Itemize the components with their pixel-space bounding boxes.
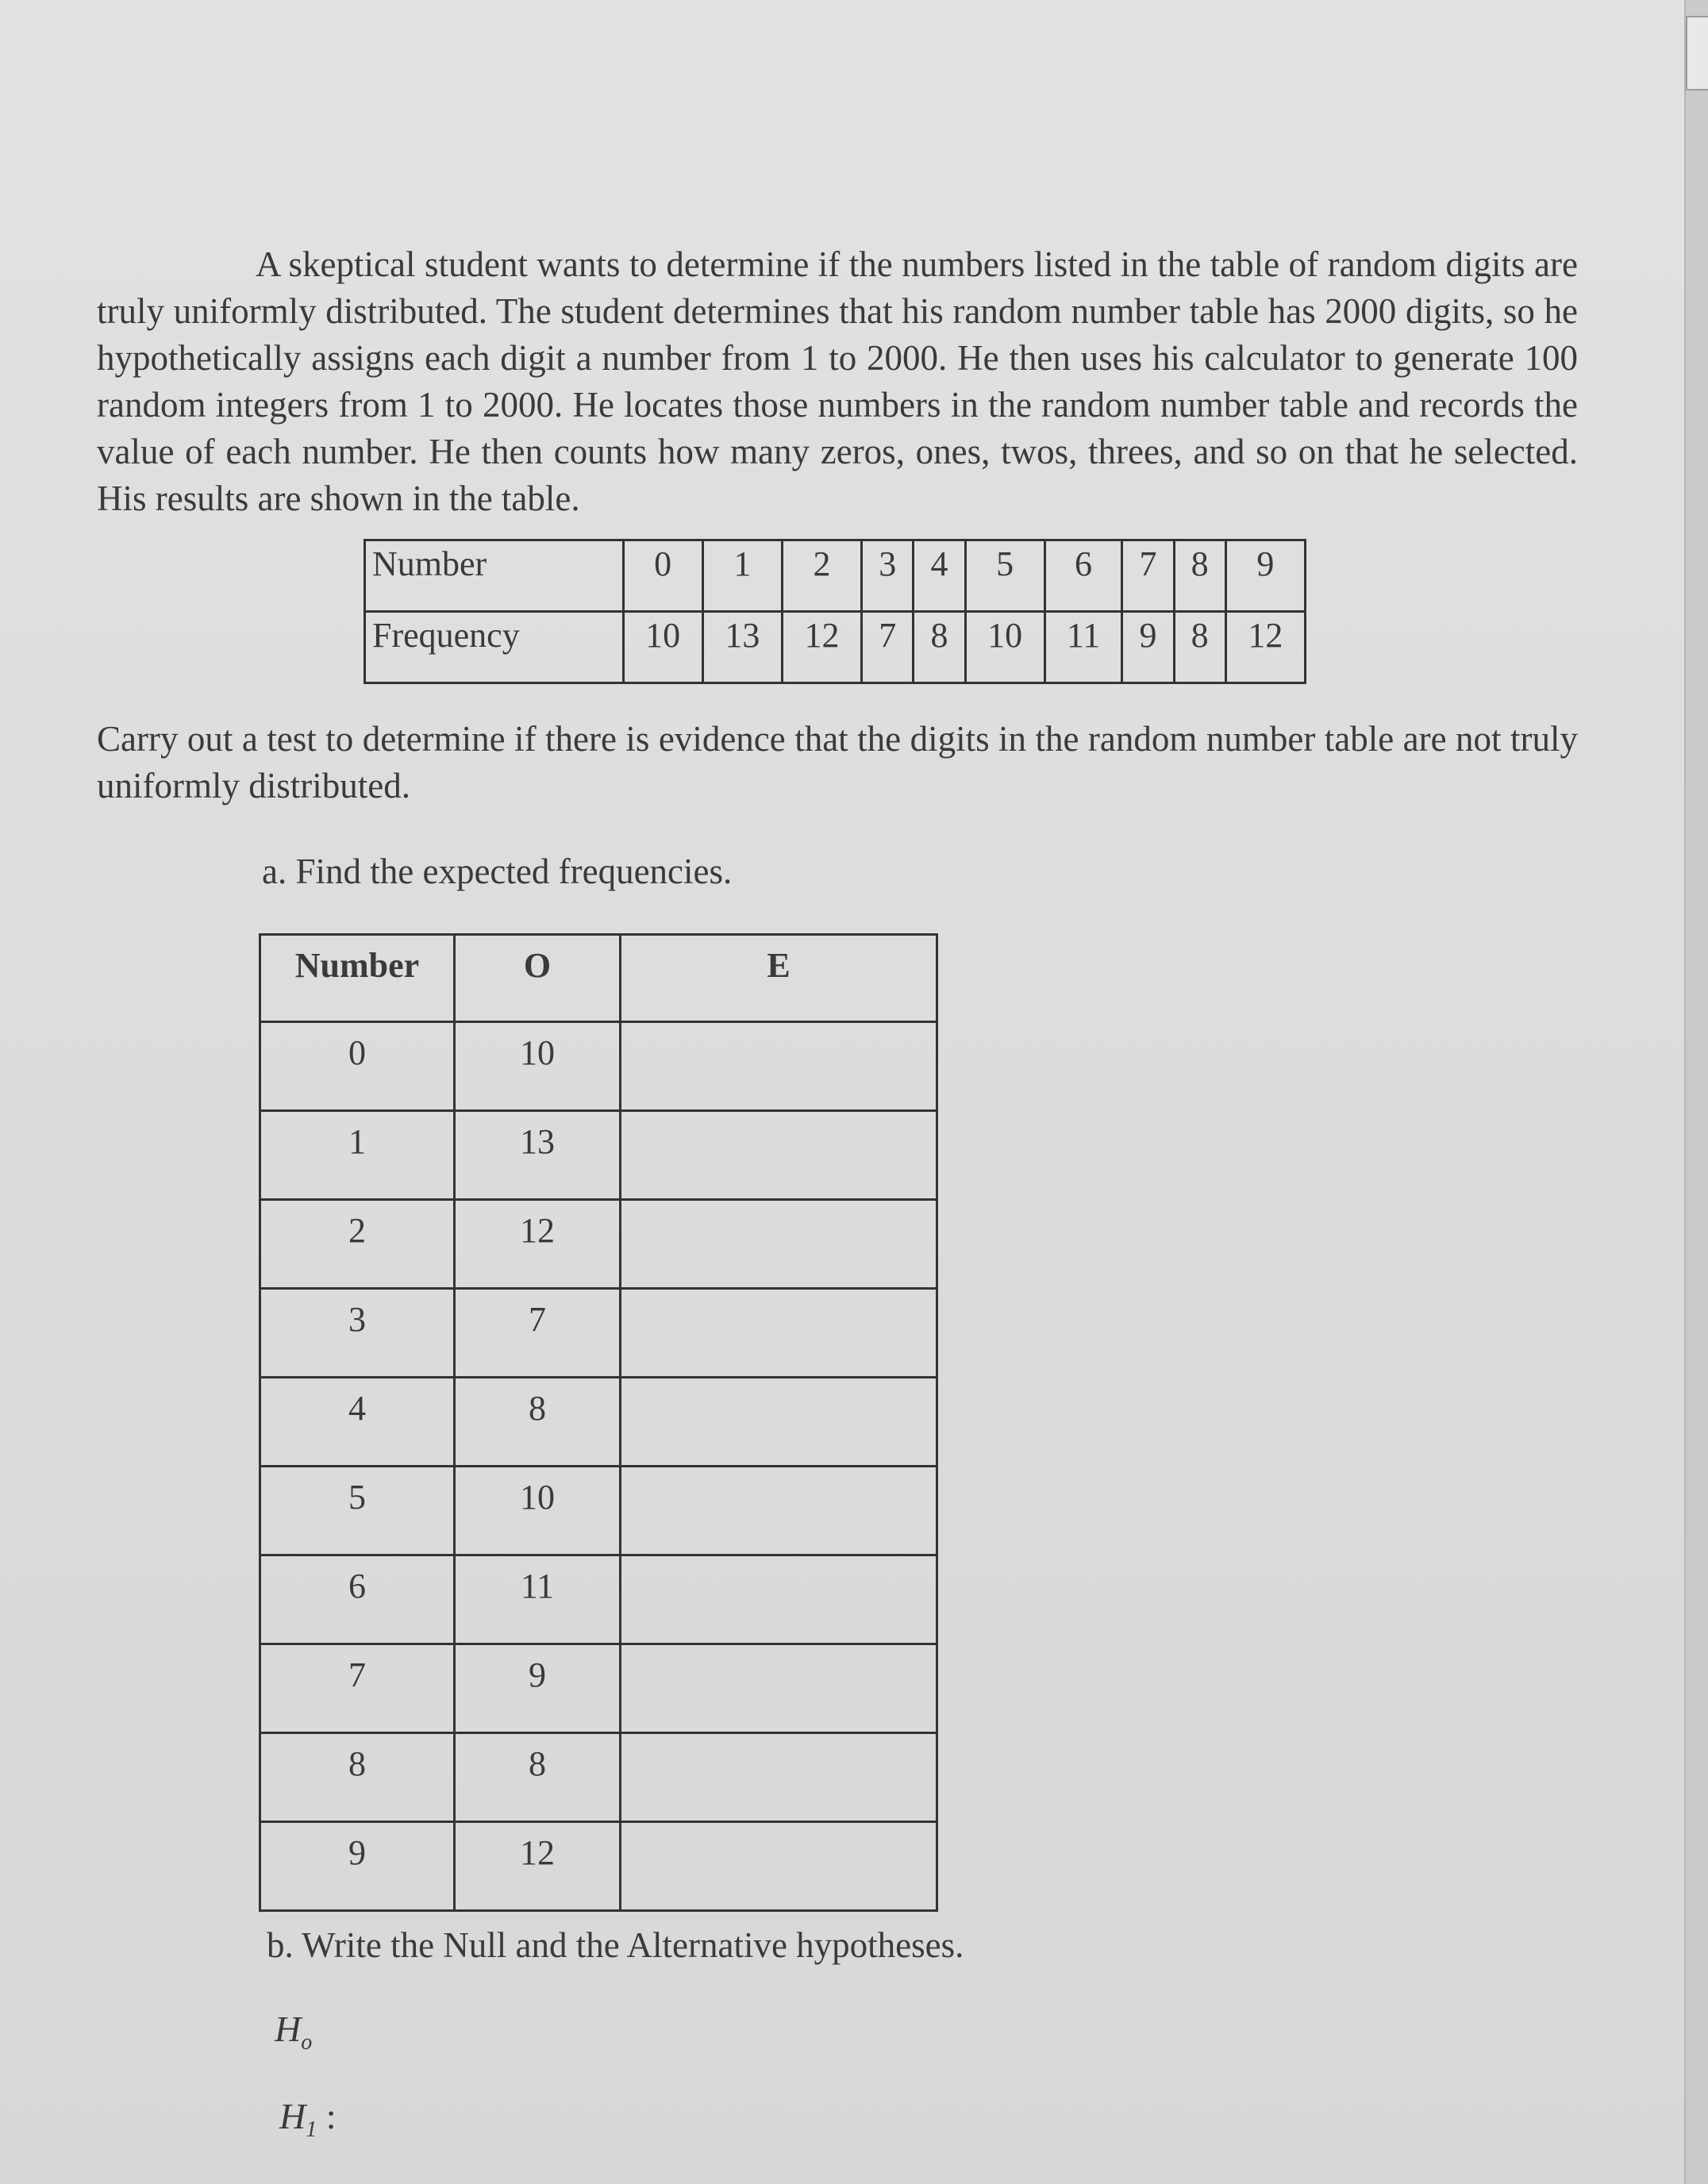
number-cell: 2	[782, 540, 861, 612]
number-cell: 7	[1122, 540, 1174, 612]
window-edge	[1684, 0, 1708, 2184]
frequency-cell: 9	[1122, 612, 1174, 683]
observed-cell: 10	[455, 1022, 621, 1111]
h0-letter: H	[275, 2009, 302, 2049]
expected-cell[interactable]	[621, 1289, 937, 1378]
expected-frequency-table	[259, 933, 938, 1912]
expected-cell[interactable]	[621, 1822, 937, 1911]
observed-header: O	[455, 935, 621, 1022]
expected-cell[interactable]	[621, 1467, 937, 1555]
number-cell: 9	[1225, 540, 1305, 612]
number-cell: 7	[260, 1644, 455, 1733]
frequency-cell: 10	[623, 612, 702, 683]
expected-cell[interactable]	[621, 1022, 937, 1111]
expected-cell[interactable]	[621, 1644, 937, 1733]
frequency-label: Frequency	[365, 612, 624, 683]
observed-cell: 12	[455, 1200, 621, 1289]
expected-cell[interactable]	[621, 1378, 937, 1467]
observed-cell: 8	[455, 1733, 621, 1822]
table-row	[260, 1822, 937, 1911]
table-row	[260, 1467, 937, 1555]
table-row	[260, 1733, 937, 1822]
observed-cell: 7	[455, 1289, 621, 1378]
question-b: b. Write the Null and the Alternative hypotheses.	[267, 1925, 964, 1965]
number-cell: 8	[260, 1733, 455, 1822]
frequency-cell: 11	[1044, 612, 1122, 683]
number-cell: 5	[260, 1467, 455, 1555]
frequency-cell: 10	[965, 612, 1044, 683]
frequency-cell: 12	[1225, 612, 1305, 683]
carry-out-paragraph: Carry out a test to determine if there is evidence that the digits in the random number table are not truly uniformly distributed.	[97, 719, 1578, 806]
number-cell: 5	[965, 540, 1044, 612]
table-row	[260, 1555, 937, 1644]
expected-cell[interactable]	[621, 1111, 937, 1200]
number-row	[365, 540, 1306, 612]
observed-cell: 10	[455, 1467, 621, 1555]
header-row	[260, 935, 937, 1022]
h0-subscript: o	[301, 2030, 313, 2055]
observed-cell: 13	[455, 1111, 621, 1200]
h1-letter: H	[279, 2096, 306, 2136]
alternative-hypothesis[interactable]	[279, 2095, 337, 2143]
table-row	[260, 1289, 937, 1378]
number-header: Number	[260, 935, 455, 1022]
expected-cell[interactable]	[621, 1733, 937, 1822]
intro-paragraph	[97, 241, 1578, 522]
table-row	[260, 1111, 937, 1200]
frequency-cell: 13	[702, 612, 782, 683]
observed-cell: 11	[455, 1555, 621, 1644]
table-row	[260, 1022, 937, 1111]
frequency-table	[364, 539, 1306, 684]
table-row	[260, 1200, 937, 1289]
frequency-cell: 8	[914, 612, 965, 683]
question-a: a. Find the expected frequencies.	[262, 852, 733, 891]
observed-cell: 12	[455, 1822, 621, 1911]
null-hypothesis[interactable]	[275, 2008, 312, 2055]
number-cell: 1	[702, 540, 782, 612]
number-label: Number	[365, 540, 624, 612]
expected-cell[interactable]	[621, 1555, 937, 1644]
number-cell: 3	[260, 1289, 455, 1378]
number-cell: 2	[260, 1200, 455, 1289]
frequency-cell: 7	[862, 612, 914, 683]
number-cell: 1	[260, 1111, 455, 1200]
frequency-cell: 8	[1174, 612, 1225, 683]
h1-colon: :	[325, 2096, 337, 2136]
number-cell: 6	[260, 1555, 455, 1644]
table-row	[260, 1644, 937, 1733]
expected-cell[interactable]	[621, 1200, 937, 1289]
scrollbar-thumb[interactable]	[1686, 16, 1708, 90]
observed-cell: 9	[455, 1644, 621, 1733]
number-cell: 0	[623, 540, 702, 612]
number-cell: 0	[260, 1022, 455, 1111]
number-cell: 3	[862, 540, 914, 612]
number-cell: 6	[1044, 540, 1122, 612]
expected-header: E	[621, 935, 937, 1022]
number-cell: 9	[260, 1822, 455, 1911]
number-cell: 4	[914, 540, 965, 612]
h1-subscript: 1	[306, 2117, 317, 2143]
intro-text: A skeptical student wants to determine if the numbers listed in the table of random digits are truly uniformly distributed. The student determines that his random number table has 2000 digits, so he hypothetically assigns each digit a number from 1 to 2000. He then uses his calculator to generate 100 random integers from 1 to 2000. He locates those numbers in the random number table and records the value of each number. He then counts how many zeros, ones, twos, threes, and so on that he selected. His results are shown in the table.	[97, 244, 1578, 518]
number-cell: 8	[1174, 540, 1225, 612]
table-row	[260, 1378, 937, 1467]
number-cell: 4	[260, 1378, 455, 1467]
frequency-cell: 12	[782, 612, 861, 683]
observed-cell: 8	[455, 1378, 621, 1467]
